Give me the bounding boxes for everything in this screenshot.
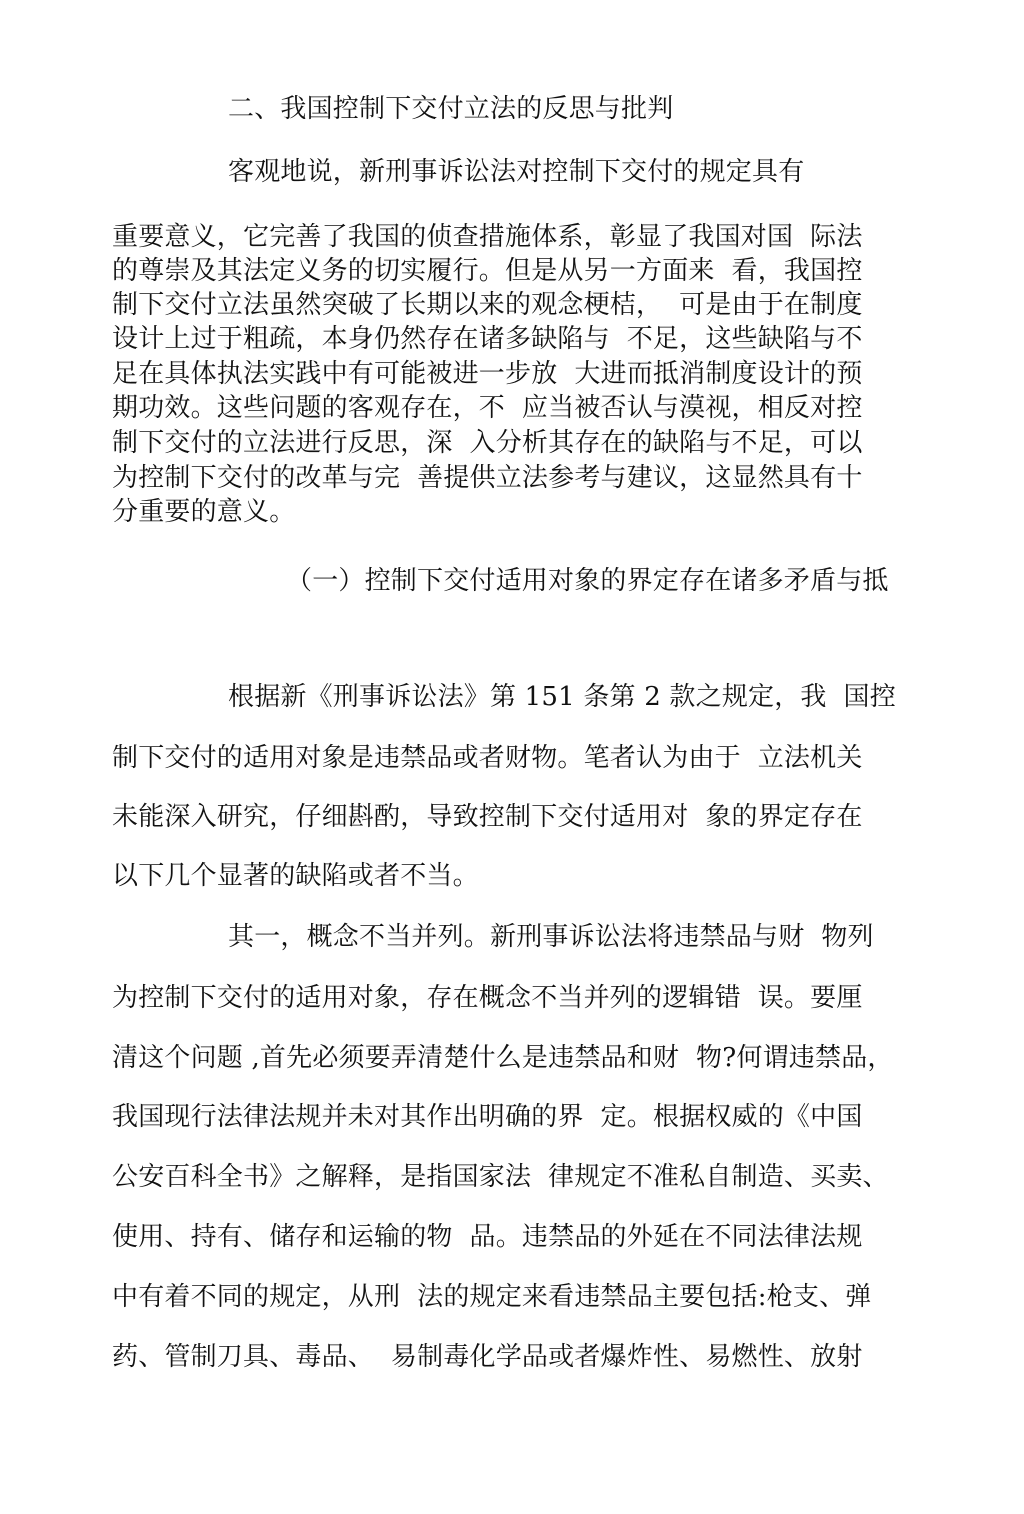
paragraph-line: 为控制下交付的适用对象，存在概念不当并列的逻辑错 误。要厘: [112, 983, 863, 1013]
paragraph-line: 药、管制刀具、毒品、 易制毒化学品或者爆炸性、易燃性、放射: [112, 1342, 863, 1372]
subsection-heading: （一）控制下交付适用对象的界定存在诸多矛盾与抵: [286, 566, 889, 596]
paragraph-line: 客观地说，新刑事诉讼法对控制下交付的规定具有: [228, 157, 805, 187]
paragraph-line: 分重要的意义。: [112, 497, 296, 527]
paragraph-line: 制下交付的立法进行反思，深 入分析其存在的缺陷与不足，可以: [112, 428, 863, 458]
paragraph-line: 根据新《刑事诉讼法》第 151 条第 2 款之规定，我 国控: [228, 682, 896, 712]
paragraph-line: 重要意义，它完善了我国的侦查措施体系，彰显了我国对国 际法: [112, 222, 863, 252]
paragraph-line: 制下交付的适用对象是违禁品或者财物。笔者认为由于 立法机关: [112, 743, 863, 773]
paragraph-line: 设计上过于粗疏，本身仍然存在诸多缺陷与 不足，这些缺陷与不: [112, 324, 863, 354]
paragraph-line: 其一，概念不当并列。新刑事诉讼法将违禁品与财 物列: [228, 922, 874, 952]
paragraph-line: 未能深入研究，仔细斟酌，导致控制下交付适用对 象的界定存在: [112, 802, 863, 832]
paragraph-line: 使用、持有、储存和运输的物 品。违禁品的外延在不同法律法规: [112, 1222, 863, 1252]
paragraph-line: 期功效。这些问题的客观存在，不 应当被否认与漠视，相反对控: [112, 393, 863, 423]
paragraph-line: 公安百科全书》之解释，是指国家法 律规定不准私自制造、买卖、: [112, 1162, 889, 1192]
paragraph-line: 为控制下交付的改革与完 善提供立法参考与建议，这显然具有十: [112, 463, 863, 493]
paragraph-line: 以下几个显著的缺陷或者不当。: [112, 861, 479, 891]
paragraph-line: 我国现行法律法规并未对其作出明确的界 定。根据权威的《中国: [112, 1102, 863, 1132]
paragraph-line: 中有着不同的规定，从刑 法的规定来看违禁品主要包括:枪支、弹: [112, 1282, 872, 1312]
paragraph-line: 制下交付立法虽然突破了长期以来的观念梗桔， 可是由于在制度: [112, 290, 863, 320]
paragraph-line: 的尊崇及其法定义务的切实履行。但是从另一方面来 看，我国控: [112, 256, 863, 286]
paragraph-line: 足在具体执法实践中有可能被进一步放 大进而抵消制度设计的预: [112, 359, 863, 389]
section-heading: 二、我国控制下交付立法的反思与批判: [228, 94, 674, 124]
paragraph-line: 清这个问题 ,首先必须要弄清楚什么是违禁品和财 物?何谓违禁品，: [112, 1043, 894, 1073]
